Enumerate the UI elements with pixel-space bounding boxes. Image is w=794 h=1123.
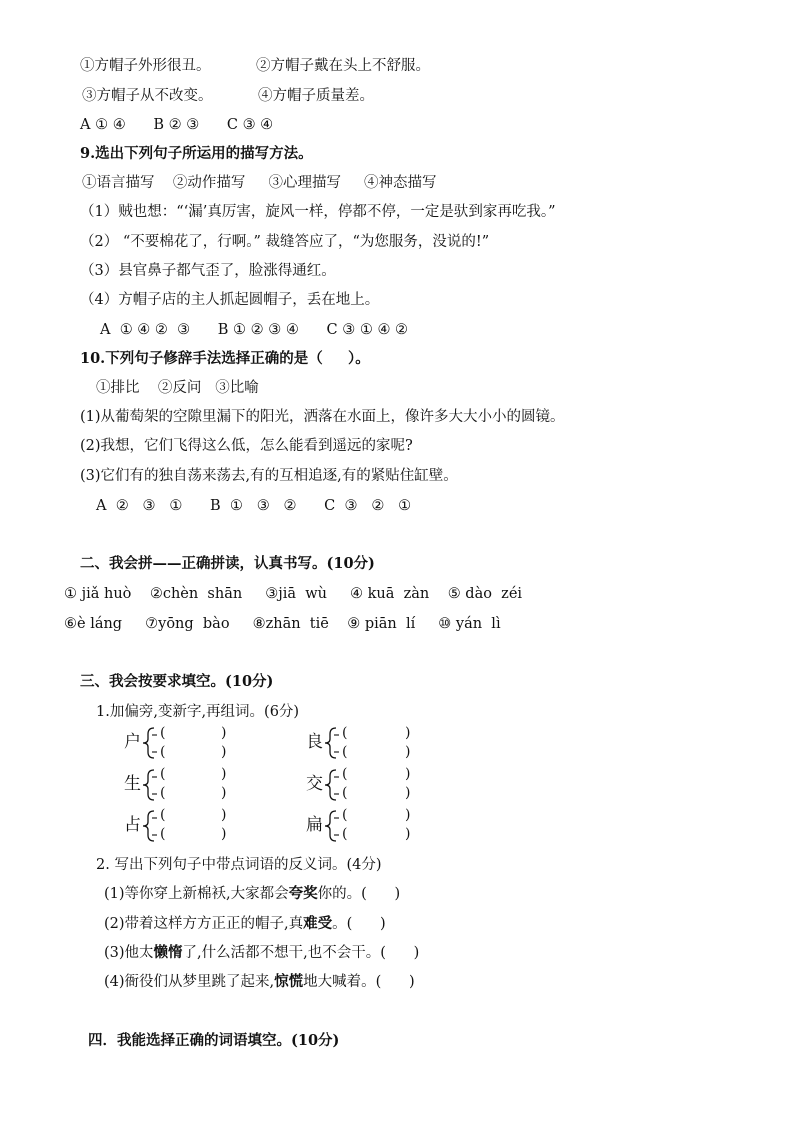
q10-answer-choices: A ② ③ ① B ① ③ ② C ③ ② ① [96,498,412,514]
q10-title: 10.下列句子修辞手法选择正确的是（ ）。 [80,350,370,367]
blank-close-paren: ) [221,826,227,842]
q9-sentence-3: （3）县官鼻子都气歪了，脸涨得通红。 [80,263,336,279]
q9-sentence-1: （1）贼也想：“‘漏’真厉害，旋风一样，停都不停，一定是驮到家再吃我。” [80,204,556,220]
blank-open-paren[interactable]: ( [342,807,348,823]
blank-open-paren[interactable]: ( [160,785,166,801]
blank-close-paren: ) [221,785,227,801]
blank-close-paren: ) [405,807,411,823]
q9-sentence-2: （2） “不要棉花了，行啊。” 裁缝答应了，“为您服务，没说的!” [80,234,490,250]
blank-close-paren: ) [221,744,227,760]
base-char: 扁 [306,815,323,835]
antonym-question-2: (2)带着这样方方正正的帽子,真难受。( ) [104,915,386,932]
brace-icon [322,809,342,843]
q9-title: 9.选出下列句子所运用的描写方法。 [80,145,313,162]
q8-option-1: ①方帽子外形很丑。 [80,58,211,74]
blank-open-paren[interactable]: ( [342,725,348,741]
dotted-word: 懒惰 [153,944,183,961]
blank-open-paren[interactable]: ( [160,744,166,760]
brace-icon [322,768,342,802]
q8-answer-choices: A ① ④ B ② ③ C ③ ④ [80,117,274,133]
brace-icon [322,726,342,760]
q9-sentence-4: （4）方帽子店的主人抓起圆帽子，丢在地上。 [80,292,380,308]
blank-close-paren: ) [405,826,411,842]
blank-close-paren: ) [405,744,411,760]
dotted-word: 惊慌 [274,973,304,990]
brace-icon [140,809,160,843]
blank-open-paren[interactable]: ( [160,826,166,842]
blank-open-paren[interactable]: ( [160,807,166,823]
antonym-question-1: (1)等你穿上新棉袄,大家都会夸奖你的。( ) [104,885,401,902]
antonym-question-3: (3)他太懒惰了,什么活都不想干,也不会干。( ) [104,944,420,961]
base-char: 良 [306,732,323,752]
q10-methods: ①排比 ②反问 ③比喻 [96,380,259,396]
section-4-title: 四．我能选择正确的词语填空。(10分) [88,1032,340,1049]
brace-icon [140,726,160,760]
blank-close-paren: ) [221,807,227,823]
blank-close-paren: ) [221,766,227,782]
pinyin-row-1: ① jiǎ huò ②chèn shān ③jiā wù ④ kuā zàn ⑤ dào zéi [64,586,523,602]
base-char: 占 [124,815,141,835]
q9-answer-choices: A ① ④ ② ③ B ① ② ③ ④ C ③ ① ④ ② [100,322,409,338]
brace-icon [140,768,160,802]
blank-open-paren[interactable]: ( [342,785,348,801]
pinyin-row-2: ⑥è láng ⑦yōng bào ⑧zhān tiē ⑨ piān lí ⑩ yán lì [64,616,501,632]
blank-open-paren[interactable]: ( [160,725,166,741]
blank-close-paren: ) [405,785,411,801]
q10-sentence-2: (2)我想，它们飞得这么低，怎么能看到遥远的家呢? [80,438,413,454]
q10-sentence-3: (3)它们有的独自荡来荡去,有的互相追逐,有的紧贴住缸壁。 [80,468,458,484]
base-char: 交 [306,774,323,794]
q8-option-4: ④方帽子质量差。 [258,88,374,104]
blank-open-paren[interactable]: ( [342,766,348,782]
section-3-title: 三、我会按要求填空。(10分) [80,673,274,690]
antonym-question-4: (4)衙役们从梦里跳了起来,惊慌地大喊着。( ) [104,973,415,990]
blank-open-paren[interactable]: ( [342,744,348,760]
q8-option-2: ②方帽子戴在头上不舒服。 [256,58,430,74]
blank-close-paren: ) [405,766,411,782]
blank-close-paren: ) [405,725,411,741]
base-char: 户 [124,732,141,752]
blank-close-paren: ) [221,725,227,741]
section-2-title: 二、我会拼——正确拼读，认真书写。(10分) [80,555,375,572]
blank-open-paren[interactable]: ( [342,826,348,842]
dotted-word: 难受 [303,915,333,932]
blank-open-paren[interactable]: ( [160,766,166,782]
section-3-sub-1: 1.加偏旁,变新字,再组词。(6分) [96,704,300,720]
base-char: 生 [124,774,141,794]
q8-option-3: ③方帽子从不改变。 [82,88,213,104]
section-3-sub-2: 2. 写出下列句子中带点词语的反义词。(4分) [96,857,382,873]
q9-methods: ①语言描写 ②动作描写 ③心理描写 ④神态描写 [82,175,437,191]
dotted-word: 夸奖 [288,885,318,902]
q10-sentence-1: (1)从葡萄架的空隙里漏下的阳光，洒落在水面上，像许多大大小小的圆镜。 [80,409,565,425]
